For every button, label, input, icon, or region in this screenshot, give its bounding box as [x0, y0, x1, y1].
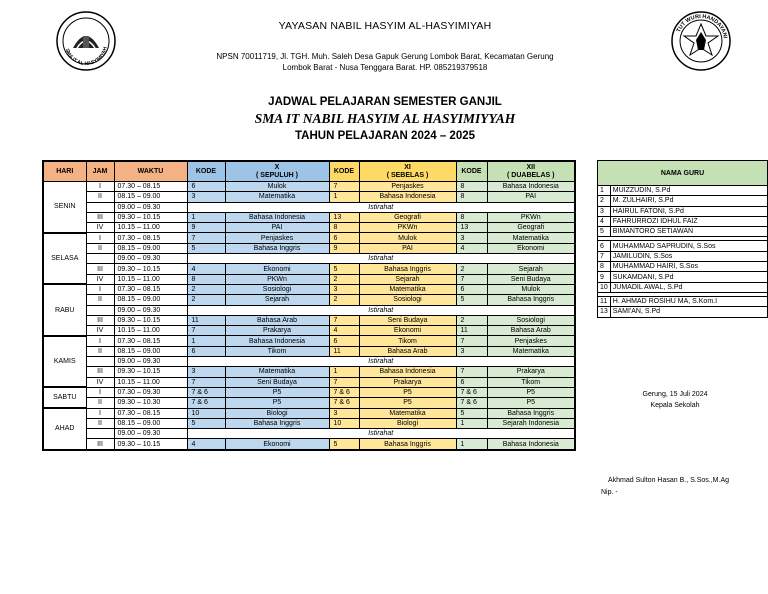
header-xii-sub: ( DUABELAS )	[507, 171, 555, 179]
subject-xi-cell: Bahasa Inggris	[359, 264, 456, 274]
teacher-name: HAIRUL FATONI, S.Pd	[610, 206, 767, 216]
jam-cell: IV	[86, 223, 114, 233]
waktu-cell: 07.30 – 08.15	[114, 408, 187, 418]
header-class-xi	[359, 161, 456, 182]
schedule-row	[43, 418, 575, 428]
waktu-cell: 09.30 – 10.15	[114, 315, 187, 325]
kode-xii-cell: 1	[456, 439, 487, 450]
subject-x-cell: Mulok	[225, 182, 329, 192]
jam-cell: IV	[86, 274, 114, 284]
jam-cell: I	[86, 336, 114, 346]
teacher-name: MUIZZUDIN, S.Pd	[610, 186, 767, 196]
kode-xi-cell: 5	[329, 439, 359, 450]
teacher-name: H. AHMAD ROSIHU MA, S.Kom.I	[610, 296, 767, 306]
kode-xii-cell: 3	[456, 233, 487, 243]
header-hari: HARI	[43, 161, 86, 182]
kode-xii-cell: 7 & 6	[456, 387, 487, 397]
kode-xii-cell: 5	[456, 408, 487, 418]
kode-x-cell: 7	[187, 233, 225, 243]
kode-xi-cell: 10	[329, 418, 359, 428]
schedule-row	[43, 326, 575, 336]
teacher-list	[598, 186, 768, 318]
subject-xi-cell: Bahasa Inggris	[359, 439, 456, 450]
subject-x-cell: Bahasa Inggris	[225, 418, 329, 428]
schedule-row	[43, 223, 575, 233]
subject-x-cell: Bahasa Indonesia	[225, 336, 329, 346]
subject-xi-cell: Bahasa Arab	[359, 346, 456, 356]
jam-cell: I	[86, 233, 114, 243]
subject-xi-cell: PAI	[359, 243, 456, 253]
schedule-row	[43, 243, 575, 253]
teacher-number: 1	[598, 186, 611, 196]
waktu-cell: 07.30 – 08.15	[114, 284, 187, 294]
jam-cell	[86, 357, 114, 367]
teacher-row	[598, 272, 768, 282]
kode-x-cell: 3	[187, 367, 225, 377]
subject-x-cell: Sejarah	[225, 295, 329, 305]
waktu-cell: 09.30 – 10.15	[114, 212, 187, 222]
kode-xi-cell: 8	[329, 223, 359, 233]
break-cell: Istirahat	[187, 254, 575, 264]
subject-x-cell: Sosiologi	[225, 284, 329, 294]
teacher-number: 10	[598, 282, 611, 292]
teacher-row	[598, 262, 768, 272]
break-cell: Istirahat	[187, 357, 575, 367]
subject-xi-cell: Bahasa Indonesia	[359, 192, 456, 202]
schedule-row	[43, 274, 575, 284]
waktu-cell: 10.15 – 11.00	[114, 223, 187, 233]
kode-x-cell: 5	[187, 418, 225, 428]
jam-cell: I	[86, 408, 114, 418]
subject-xii-cell: Matematika	[487, 233, 575, 243]
subject-x-cell: Bahasa Indonesia	[225, 212, 329, 222]
waktu-cell: 07.30 – 08.15	[114, 182, 187, 192]
jam-cell	[86, 305, 114, 315]
schedule-row	[43, 192, 575, 202]
principal-nip: Nip. -	[601, 489, 618, 496]
kode-xi-cell: 7	[329, 377, 359, 387]
header-class-xii	[487, 161, 575, 182]
teacher-row	[598, 216, 768, 226]
schedule-row	[43, 387, 575, 397]
schedule-row	[43, 346, 575, 356]
subject-xi-cell: Geografi	[359, 212, 456, 222]
school-logo	[55, 10, 117, 72]
day-name: AHAD	[43, 408, 86, 450]
kode-x-cell: 2	[187, 284, 225, 294]
teacher-number: 13	[598, 307, 611, 317]
subject-xii-cell: Seni Budaya	[487, 274, 575, 284]
teacher-name: SAMI'AN, S.Pd	[610, 307, 767, 317]
kode-x-cell: 7	[187, 326, 225, 336]
teacher-row	[598, 227, 768, 237]
subject-xii-cell: Bahasa Inggris	[487, 295, 575, 305]
teacher-name: JUMADIL AWAL, S.Pd	[610, 282, 767, 292]
schedule-row	[43, 264, 575, 274]
kode-xii-cell: 7 & 6	[456, 398, 487, 408]
subject-xii-cell: Mulok	[487, 284, 575, 294]
jam-cell: II	[86, 243, 114, 253]
school-address	[150, 51, 620, 73]
jam-cell: III	[86, 212, 114, 222]
subject-x-cell: Matematika	[225, 367, 329, 377]
kode-x-cell: 7 & 6	[187, 387, 225, 397]
schedule-row	[43, 439, 575, 450]
jam-cell	[86, 429, 114, 439]
jam-cell: I	[86, 182, 114, 192]
teacher-table	[597, 160, 768, 318]
kode-x-cell: 10	[187, 408, 225, 418]
teacher-number: 6	[598, 241, 611, 251]
kode-xii-cell: 6	[456, 377, 487, 387]
header-kode-xii: KODE	[456, 161, 487, 182]
kode-xi-cell: 4	[329, 326, 359, 336]
subject-x-cell: Bahasa Arab	[225, 315, 329, 325]
kode-xi-cell: 7 & 6	[329, 398, 359, 408]
subject-xi-cell: Sejarah	[359, 274, 456, 284]
kode-x-cell: 5	[187, 243, 225, 253]
teacher-number: 11	[598, 296, 611, 306]
teacher-name: BIMANTORO SETIAWAN	[610, 227, 767, 237]
kode-xii-cell: 2	[456, 315, 487, 325]
jam-cell: II	[86, 192, 114, 202]
subject-x-cell: P5	[225, 398, 329, 408]
schedule-row	[43, 254, 575, 264]
teacher-row	[598, 307, 768, 317]
kode-x-cell: 6	[187, 346, 225, 356]
left-logo-text: SMA IT AL HASYIMIYAH	[63, 46, 109, 68]
subject-xi-cell: P5	[359, 387, 456, 397]
subject-xi-cell: Sosiologi	[359, 295, 456, 305]
day-name: SABTU	[43, 387, 86, 408]
kode-xii-cell: 13	[456, 223, 487, 233]
teacher-number: 5	[598, 227, 611, 237]
jam-cell: IV	[86, 377, 114, 387]
schedule-header-row	[43, 161, 575, 182]
header-xii-label: XII	[526, 163, 536, 171]
teacher-number: 8	[598, 262, 611, 272]
address-line-2: Lombok Barat - Nusa Tenggara Barat. HP. 085219379518	[282, 63, 488, 72]
subject-xii-cell: Bahasa Indonesia	[487, 439, 575, 450]
jam-cell: III	[86, 264, 114, 274]
waktu-cell: 09.00 – 09.30	[114, 429, 187, 439]
schedule-row	[43, 336, 575, 346]
kode-xi-cell: 3	[329, 408, 359, 418]
kode-xi-cell: 7 & 6	[329, 387, 359, 397]
right-logo-text: TUT WURI HANDAYANI	[675, 13, 728, 39]
teacher-name: SUKAMDANI, S.Pd	[610, 272, 767, 282]
subject-xi-cell: Prakarya	[359, 377, 456, 387]
waktu-cell: 09.00 – 09.30	[114, 357, 187, 367]
kode-x-cell: 11	[187, 315, 225, 325]
academic-year: TAHUN PELAJARAN 2024 – 2025	[294, 130, 476, 142]
kode-x-cell: 1	[187, 212, 225, 222]
subject-xi-cell: Seni Budaya	[359, 315, 456, 325]
break-cell: Istirahat	[187, 305, 575, 315]
teacher-row	[598, 186, 768, 196]
subject-x-cell: PKWn	[225, 274, 329, 284]
jam-cell: IV	[86, 326, 114, 336]
teacher-row	[598, 282, 768, 292]
subject-xii-cell: PKWn	[487, 212, 575, 222]
kode-xi-cell: 11	[329, 346, 359, 356]
kode-xii-cell: 7	[456, 336, 487, 346]
day-name: SENIN	[43, 182, 86, 233]
subject-xi-cell: Bahasa Indonesia	[359, 367, 456, 377]
kode-xi-cell: 7	[329, 182, 359, 192]
subject-xii-cell: Bahasa Inggris	[487, 408, 575, 418]
teacher-number: 2	[598, 196, 611, 206]
jam-cell	[86, 202, 114, 212]
subject-xii-cell: Penjaskes	[487, 336, 575, 346]
jam-cell: III	[86, 315, 114, 325]
jam-cell: II	[86, 418, 114, 428]
schedule-row	[43, 284, 575, 294]
schedule-row	[43, 233, 575, 243]
teacher-name: MUHAMMAD HAIRI, S.Sos	[610, 262, 767, 272]
subject-x-cell: Biologi	[225, 408, 329, 418]
waktu-cell: 08.15 – 09.00	[114, 346, 187, 356]
subject-xii-cell: P5	[487, 398, 575, 408]
waktu-cell: 10.15 – 11.00	[114, 377, 187, 387]
kode-xii-cell: 3	[456, 346, 487, 356]
subject-xii-cell: Prakarya	[487, 367, 575, 377]
teacher-number: 3	[598, 206, 611, 216]
kode-xi-cell: 5	[329, 264, 359, 274]
kode-xi-cell: 9	[329, 243, 359, 253]
schedule-row	[43, 357, 575, 367]
schedule-row	[43, 212, 575, 222]
kode-x-cell: 7 & 6	[187, 398, 225, 408]
subject-xii-cell: Bahasa Arab	[487, 326, 575, 336]
waktu-cell: 08.15 – 09.00	[114, 295, 187, 305]
waktu-cell: 10.15 – 11.00	[114, 326, 187, 336]
kode-xi-cell: 6	[329, 336, 359, 346]
kode-xi-cell: 1	[329, 192, 359, 202]
schedule-row	[43, 315, 575, 325]
subject-xii-cell: Ekonomi	[487, 243, 575, 253]
schedule-body	[43, 182, 575, 450]
kode-x-cell: 4	[187, 264, 225, 274]
teacher-name: MUHAMMAD SAPRUDIN, S.Sos	[610, 241, 767, 251]
kode-x-cell: 7	[187, 377, 225, 387]
subject-x-cell: Seni Budaya	[225, 377, 329, 387]
schedule-row	[43, 305, 575, 315]
waktu-cell: 09.30 – 10.15	[114, 439, 187, 450]
signature-position: Kepala Sekolah	[650, 402, 700, 409]
kode-xii-cell: 8	[456, 192, 487, 202]
schedule-row	[43, 295, 575, 305]
subject-xi-cell: Tikom	[359, 336, 456, 346]
waktu-cell: 09.00 – 09.30	[114, 305, 187, 315]
signature-place-date: Gerung, 15 Juli 2024	[642, 391, 708, 398]
teacher-number: 4	[598, 216, 611, 226]
waktu-cell: 08.15 – 09.00	[114, 418, 187, 428]
kode-x-cell: 3	[187, 192, 225, 202]
jam-cell: III	[86, 367, 114, 377]
subject-x-cell: Tikom	[225, 346, 329, 356]
header-class-x	[225, 161, 329, 182]
kode-xii-cell: 7	[456, 274, 487, 284]
kode-xii-cell: 8	[456, 212, 487, 222]
schedule-table	[42, 160, 576, 451]
kode-xii-cell: 11	[456, 326, 487, 336]
day-name: KAMIS	[43, 336, 86, 387]
foundation-name: YAYASAN NABIL HASYIM AL-HASYIMIYAH	[278, 20, 492, 32]
kode-x-cell: 6	[187, 182, 225, 192]
subject-xi-cell: PKWn	[359, 223, 456, 233]
teacher-row	[598, 196, 768, 206]
subject-xi-cell: Matematika	[359, 284, 456, 294]
subject-xii-cell: Sosiologi	[487, 315, 575, 325]
schedule-row	[43, 182, 575, 192]
subject-xii-cell: Bahasa Indonesia	[487, 182, 575, 192]
subject-x-cell: Ekonomi	[225, 439, 329, 450]
subject-xii-cell: Matematika	[487, 346, 575, 356]
schedule-row	[43, 398, 575, 408]
day-name: SELASA	[43, 233, 86, 284]
header-waktu: WAKTU	[114, 161, 187, 182]
kode-xii-cell: 2	[456, 264, 487, 274]
schedule-row	[43, 202, 575, 212]
subject-xii-cell: Geografi	[487, 223, 575, 233]
teacher-header: NAMA GURU	[598, 161, 768, 186]
jam-cell: I	[86, 284, 114, 294]
teacher-number: 9	[598, 272, 611, 282]
schedule-title: JADWAL PELAJARAN SEMESTER GANJIL	[268, 96, 502, 108]
header-x-label: X	[274, 163, 280, 171]
subject-xii-cell: PAI	[487, 192, 575, 202]
waktu-cell: 08.15 – 09.00	[114, 192, 187, 202]
subject-x-cell: P5	[225, 387, 329, 397]
subject-x-cell: PAI	[225, 223, 329, 233]
jam-cell: II	[86, 295, 114, 305]
kode-x-cell: 4	[187, 439, 225, 450]
header-kode-x: KODE	[187, 161, 225, 182]
waktu-cell: 07.30 – 09.30	[114, 387, 187, 397]
header-kode-xi: KODE	[329, 161, 359, 182]
kode-xi-cell: 3	[329, 284, 359, 294]
break-cell: Istirahat	[187, 429, 575, 439]
waktu-cell: 07.30 – 08.15	[114, 336, 187, 346]
header-xi-sub: ( SEBELAS )	[386, 171, 429, 179]
kode-x-cell: 8	[187, 274, 225, 284]
teacher-name: JAMILUDIN, S.Sos	[610, 251, 767, 261]
schedule-row	[43, 429, 575, 439]
teacher-header-row	[598, 161, 768, 186]
kode-xii-cell: 4	[456, 243, 487, 253]
principal-name: Akhmad Sulton Hasan B., S.Sos.,M.Ag	[608, 477, 730, 484]
kode-xii-cell: 7	[456, 367, 487, 377]
kode-xi-cell: 7	[329, 315, 359, 325]
jam-cell: II	[86, 346, 114, 356]
subject-xii-cell: P5	[487, 387, 575, 397]
waktu-cell: 09.30 – 10.15	[114, 264, 187, 274]
subject-x-cell: Ekonomi	[225, 264, 329, 274]
teacher-number: 7	[598, 251, 611, 261]
tut-wuri-handayani-logo	[670, 10, 732, 72]
teacher-name: M. ZULHAIRI, S.Pd	[610, 196, 767, 206]
subject-xi-cell: Matematika	[359, 408, 456, 418]
waktu-cell: 08.15 – 09.00	[114, 243, 187, 253]
kode-xi-cell: 2	[329, 274, 359, 284]
subject-x-cell: Penjaskes	[225, 233, 329, 243]
header-x-sub: ( SEPULUH )	[256, 171, 298, 179]
teacher-row	[598, 206, 768, 216]
day-name: RABU	[43, 284, 86, 335]
kode-xi-cell: 6	[329, 233, 359, 243]
kode-xii-cell: 8	[456, 182, 487, 192]
kode-x-cell: 1	[187, 336, 225, 346]
jam-cell	[86, 254, 114, 264]
waktu-cell: 10.15 – 11.00	[114, 274, 187, 284]
waktu-cell: 07.30 – 08.15	[114, 233, 187, 243]
subject-xii-cell: Sejarah	[487, 264, 575, 274]
kode-x-cell: 2	[187, 295, 225, 305]
schedule-row	[43, 377, 575, 387]
teacher-row	[598, 296, 768, 306]
waktu-cell: 09.30 – 10.15	[114, 367, 187, 377]
waktu-cell: 09.30 – 10.30	[114, 398, 187, 408]
address-line-1: NPSN 70011719, Jl. TGH. Muh. Saleh Desa Gapuk Gerung Lombok Barat, Kecamatan Gerung	[216, 52, 554, 61]
subject-x-cell: Prakarya	[225, 326, 329, 336]
jam-cell: II	[86, 398, 114, 408]
kode-xii-cell: 1	[456, 418, 487, 428]
school-name: SMA IT NABIL HASYIM AL HASYIMIYYAH	[254, 111, 516, 126]
kode-xii-cell: 5	[456, 295, 487, 305]
subject-xi-cell: P5	[359, 398, 456, 408]
waktu-cell: 09.00 – 09.30	[114, 254, 187, 264]
teacher-row	[598, 251, 768, 261]
schedule-row	[43, 408, 575, 418]
kode-x-cell: 9	[187, 223, 225, 233]
teacher-name: FAHRURROZI IDHUL FAIZ	[610, 216, 767, 226]
subject-xi-cell: Biologi	[359, 418, 456, 428]
subject-xi-cell: Ekonomi	[359, 326, 456, 336]
jam-cell: I	[86, 387, 114, 397]
header-xi-label: XI	[404, 163, 411, 171]
subject-xii-cell: Tikom	[487, 377, 575, 387]
kode-xii-cell: 6	[456, 284, 487, 294]
teacher-row	[598, 241, 768, 251]
break-cell: Istirahat	[187, 202, 575, 212]
kode-xi-cell: 2	[329, 295, 359, 305]
subject-xi-cell: Penjaskes	[359, 182, 456, 192]
waktu-cell: 09.00 – 09.30	[114, 202, 187, 212]
subject-xii-cell: Sejarah Indonesia	[487, 418, 575, 428]
schedule-row	[43, 367, 575, 377]
subject-xi-cell: Mulok	[359, 233, 456, 243]
kode-xi-cell: 1	[329, 367, 359, 377]
subject-x-cell: Matematika	[225, 192, 329, 202]
jam-cell: III	[86, 439, 114, 450]
kode-xi-cell: 13	[329, 212, 359, 222]
header-jam: JAM	[86, 161, 114, 182]
subject-x-cell: Bahasa Inggris	[225, 243, 329, 253]
